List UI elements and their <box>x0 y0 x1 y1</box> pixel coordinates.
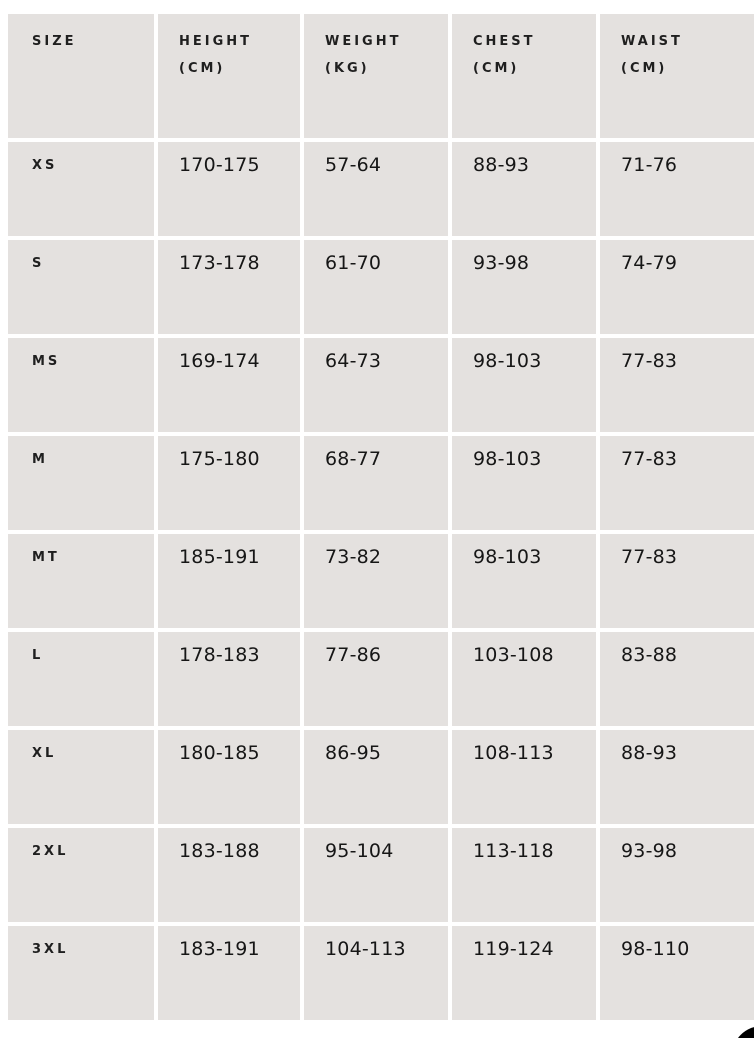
height-cell <box>158 926 300 1020</box>
cell-value: 178-183 <box>179 644 260 666</box>
table-row <box>8 436 754 530</box>
chest-cell <box>452 338 596 432</box>
size-label: XL <box>32 746 57 761</box>
chest-cell <box>452 926 596 1020</box>
column-header-weight <box>304 14 448 138</box>
height-cell <box>158 142 300 236</box>
waist-cell <box>600 338 754 432</box>
size-chart-table <box>8 14 754 1020</box>
waist-cell <box>600 142 754 236</box>
table-header-row <box>8 14 754 138</box>
chest-cell <box>452 828 596 922</box>
weight-cell <box>304 828 448 922</box>
size-label-cell <box>8 338 154 432</box>
cell-value: 113-118 <box>473 840 554 862</box>
size-label: XS <box>32 158 58 173</box>
size-label: L <box>32 648 44 663</box>
size-label: MT <box>32 550 60 565</box>
size-label-cell <box>8 632 154 726</box>
column-header-size <box>8 14 154 138</box>
height-cell <box>158 534 300 628</box>
cell-value: 170-175 <box>179 154 260 176</box>
size-label-cell <box>8 534 154 628</box>
cell-value: 98-103 <box>473 448 542 470</box>
cell-value: 93-98 <box>473 252 530 274</box>
column-header-label: SIZE <box>32 34 77 49</box>
chest-cell <box>452 142 596 236</box>
column-header-label: CHEST <box>473 34 536 49</box>
weight-cell <box>304 730 448 824</box>
cell-value: 77-86 <box>325 644 382 666</box>
cell-value: 173-178 <box>179 252 260 274</box>
chest-cell <box>452 632 596 726</box>
cell-value: 95-104 <box>325 840 394 862</box>
chest-cell <box>452 534 596 628</box>
table-row <box>8 338 754 432</box>
column-header-label: HEIGHT <box>179 34 253 49</box>
size-label-cell <box>8 926 154 1020</box>
table-row <box>8 632 754 726</box>
column-header-label: WAIST <box>621 34 683 49</box>
cell-value: 88-93 <box>473 154 530 176</box>
column-header-height <box>158 14 300 138</box>
weight-cell <box>304 926 448 1020</box>
height-cell <box>158 338 300 432</box>
column-header-unit: (CM) <box>473 61 520 76</box>
column-header-unit: (CM) <box>621 61 668 76</box>
cell-value: 77-83 <box>621 546 678 568</box>
cell-value: 108-113 <box>473 742 554 764</box>
cell-value: 169-174 <box>179 350 260 372</box>
cell-value: 104-113 <box>325 938 406 960</box>
column-header-label: WEIGHT <box>325 34 402 49</box>
waist-cell <box>600 730 754 824</box>
size-label: MS <box>32 354 61 369</box>
cell-value: 83-88 <box>621 644 678 666</box>
cell-value: 64-73 <box>325 350 382 372</box>
waist-cell <box>600 632 754 726</box>
cell-value: 98-103 <box>473 350 542 372</box>
chest-cell <box>452 730 596 824</box>
table-row <box>8 730 754 824</box>
height-cell <box>158 240 300 334</box>
height-cell <box>158 730 300 824</box>
cell-value: 61-70 <box>325 252 382 274</box>
weight-cell <box>304 142 448 236</box>
height-cell <box>158 632 300 726</box>
size-label: M <box>32 452 48 467</box>
table-row <box>8 534 754 628</box>
cell-value: 175-180 <box>179 448 260 470</box>
weight-cell <box>304 632 448 726</box>
weight-cell <box>304 436 448 530</box>
chest-cell <box>452 240 596 334</box>
size-label-cell <box>8 828 154 922</box>
cell-value: 88-93 <box>621 742 678 764</box>
cell-value: 57-64 <box>325 154 382 176</box>
cell-value: 119-124 <box>473 938 554 960</box>
size-label-cell <box>8 730 154 824</box>
table-row <box>8 142 754 236</box>
size-label-cell <box>8 142 154 236</box>
cell-value: 71-76 <box>621 154 678 176</box>
cell-value: 77-83 <box>621 350 678 372</box>
cell-value: 74-79 <box>621 252 678 274</box>
weight-cell <box>304 240 448 334</box>
column-header-unit: (KG) <box>325 61 370 76</box>
cell-value: 86-95 <box>325 742 382 764</box>
cell-value: 93-98 <box>621 840 678 862</box>
chest-cell <box>452 436 596 530</box>
cell-value: 98-110 <box>621 938 690 960</box>
height-cell <box>158 436 300 530</box>
cell-value: 180-185 <box>179 742 260 764</box>
waist-cell <box>600 926 754 1020</box>
column-header-waist <box>600 14 754 138</box>
cell-value: 73-82 <box>325 546 382 568</box>
cell-value: 103-108 <box>473 644 554 666</box>
weight-cell <box>304 534 448 628</box>
cell-value: 185-191 <box>179 546 260 568</box>
cell-value: 77-83 <box>621 448 678 470</box>
size-label: 3XL <box>32 942 69 957</box>
table-row <box>8 828 754 922</box>
chat-widget-button[interactable] <box>732 1026 754 1038</box>
cell-value: 183-191 <box>179 938 260 960</box>
size-label: 2XL <box>32 844 69 859</box>
cell-value: 183-188 <box>179 840 260 862</box>
table-row <box>8 926 754 1020</box>
weight-cell <box>304 338 448 432</box>
cell-value: 98-103 <box>473 546 542 568</box>
waist-cell <box>600 828 754 922</box>
column-header-chest <box>452 14 596 138</box>
column-header-unit: (CM) <box>179 61 226 76</box>
cell-value: 68-77 <box>325 448 382 470</box>
size-label-cell <box>8 240 154 334</box>
waist-cell <box>600 436 754 530</box>
waist-cell <box>600 534 754 628</box>
table-row <box>8 240 754 334</box>
size-label-cell <box>8 436 154 530</box>
size-label: S <box>32 256 45 271</box>
height-cell <box>158 828 300 922</box>
waist-cell <box>600 240 754 334</box>
